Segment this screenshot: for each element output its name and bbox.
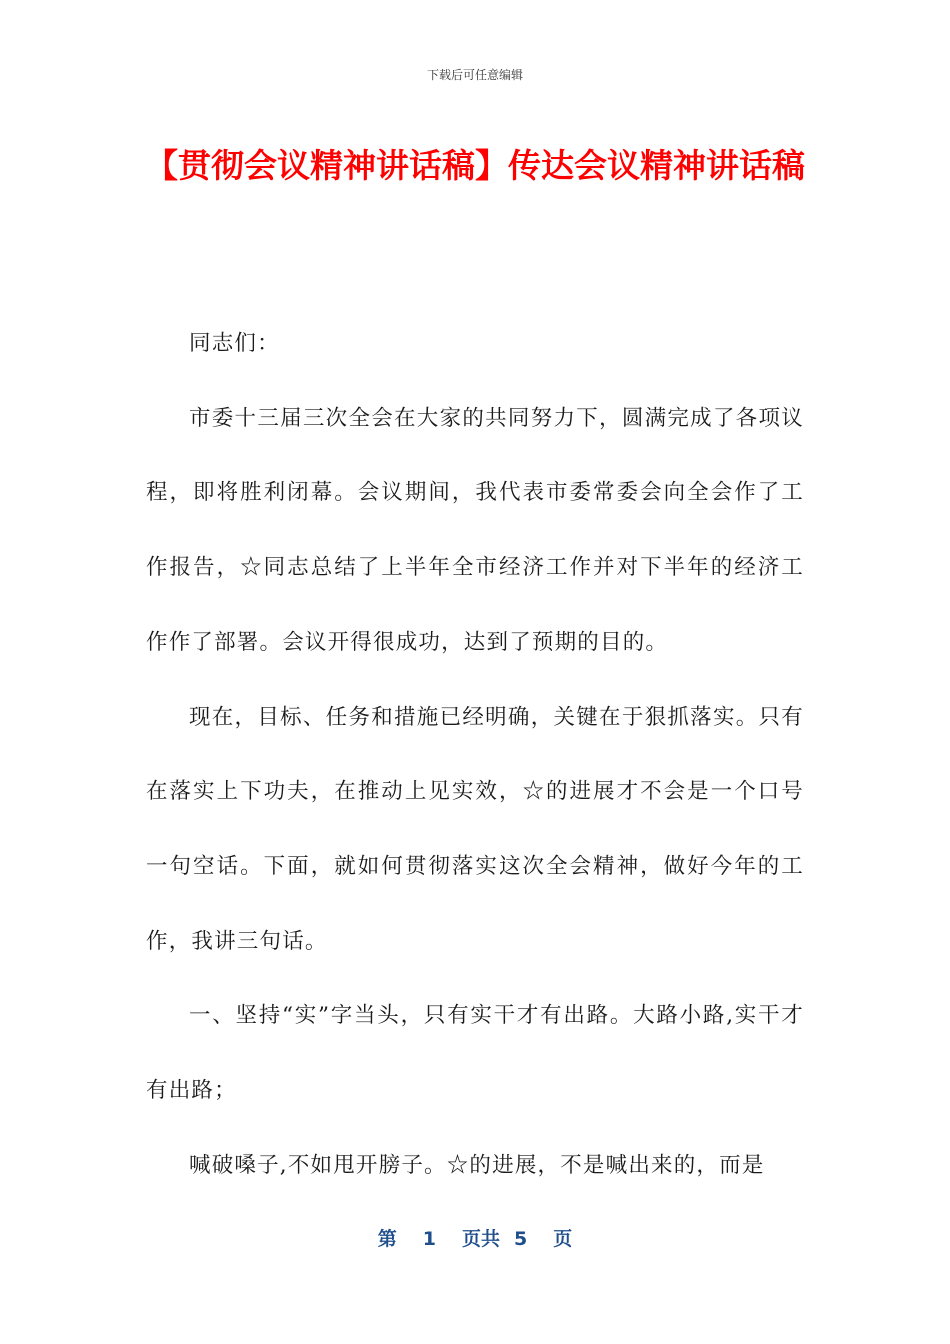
paragraph-salutation: 同志们： <box>189 331 280 356</box>
paragraph: 一、坚持“实”字当头，只有实干才有出路。大路小路,实干才有出路； <box>146 1003 804 1104</box>
paragraph: 市委十三届三次全会在大家的共同努力下，圆满完成了各项议程，即将胜利闭幕。会议期间，我代表市委常委会向全会作了工作报告，☆同志总结了上半年全市经济工作并对下半年的经济工作作了部署。会议开得很成功，达到了预期的目的。 <box>146 405 804 655</box>
document-title: 【贯彻会议精神讲话稿】传达会议精神讲话稿 <box>145 146 805 185</box>
page-label-prefix: 第 <box>377 1228 397 1250</box>
page-label-suffix: 页 <box>553 1228 573 1250</box>
paragraph: 喊破嗓子,不如甩开膀子。☆的进展，不是喊出来的，而是 <box>189 1152 765 1178</box>
page-label-mid: 页共 <box>461 1228 500 1250</box>
document-body <box>146 307 804 1203</box>
paragraph: 现在，目标、任务和措施已经明确，关键在于狠抓落实。只有在落实上下功夫，在推动上见实效，☆的进展才不会是一个口号一句空话。下面，就如何贯彻落实这次全会精神，做好今年的工作，我讲三句话。 <box>146 704 804 954</box>
total-pages-number: 5 <box>514 1228 528 1250</box>
header-note: 下载后可任意编辑 <box>426 68 523 82</box>
current-page-number: 1 <box>422 1228 436 1250</box>
page-footer <box>0 1224 950 1251</box>
